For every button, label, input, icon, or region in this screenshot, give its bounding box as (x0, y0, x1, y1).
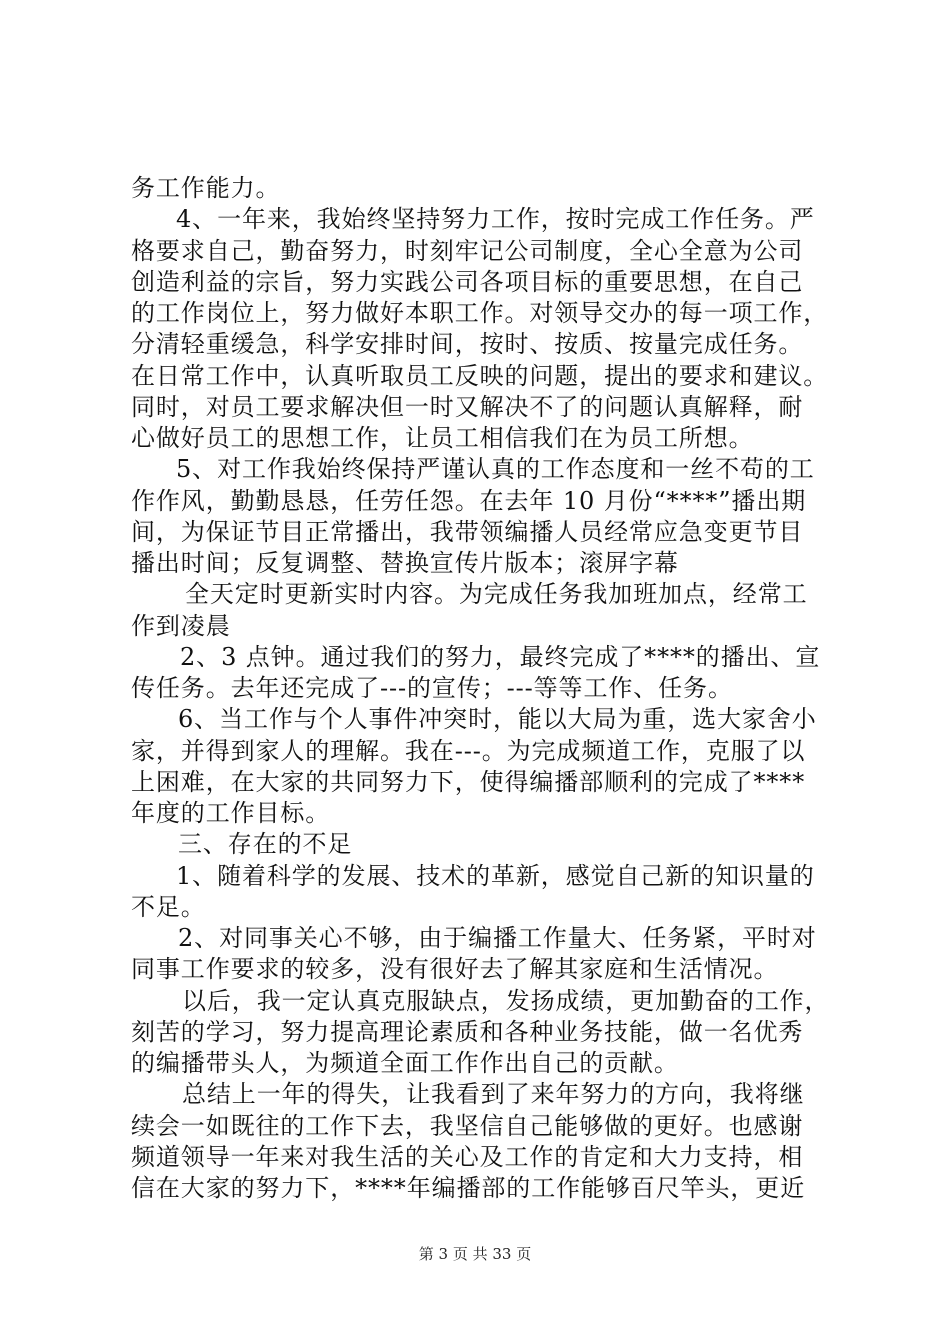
text-line: 2、3 点钟。通过我们的努力，最终完成了****的播出、宣 (180, 643, 821, 671)
text-line: 作作风，勤勤恳恳，任劳任怨。在去年 10 月份“****”播出期 (131, 487, 807, 515)
text-line: 务工作能力。 (131, 174, 281, 202)
text-line: 以后，我一定认真克服缺点，发扬成绩，更加勤奋的工作， (182, 987, 830, 1015)
text-line: 的编播带头人，为频道全面工作作出自己的贡献。 (131, 1049, 679, 1077)
text-line: 上困难，在大家的共同努力下，使得编播部顺利的完成了**** (131, 768, 806, 796)
text-line: 年度的工作目标。 (131, 799, 331, 827)
text-line: 的工作岗位上，努力做好本职工作。对领导交办的每一项工作， (131, 299, 829, 327)
text-line: 频道领导一年来对我生活的关心及工作的肯定和大力支持，相 (131, 1143, 804, 1171)
text-line: 在日常工作中，认真听取员工反映的问题，提出的要求和建议。 (131, 362, 829, 390)
text-line: 总结上一年的得失，让我看到了来年努力的方向，我将继 (182, 1080, 805, 1108)
text-line: 心做好员工的思想工作，让员工相信我们在为员工所想。 (131, 424, 754, 452)
text-line: 信在大家的努力下，****年编播部的工作能够百尺竿头，更近 (131, 1174, 806, 1202)
text-line: 创造利益的宗旨，努力实践公司各项目标的重要思想，在自己 (131, 268, 804, 296)
text-line: 分清轻重缓急，科学安排时间，按时、按质、按量完成任务。 (131, 330, 804, 358)
text-line: 1、随着科学的发展、技术的革新，感觉自己新的知识量的 (176, 862, 815, 890)
text-line: 6、当工作与个人事件冲突时，能以大局为重，选大家舍小 (178, 705, 817, 733)
text-line: 家，并得到家人的理解。我在---。为完成频道工作，克服了以 (131, 737, 806, 765)
text-line: 2、对同事关心不够，由于编播工作量大、任务紧，平时对 (178, 924, 817, 952)
text-line: 刻苦的学习，努力提高理论素质和各种业务技能，做一名优秀 (131, 1018, 804, 1046)
text-line: 作到凌晨 (131, 612, 231, 640)
text-line: 续会一如既往的工作下去，我坚信自己能够做的更好。也感谢 (131, 1112, 804, 1140)
text-line: 同事工作要求的较多，没有很好去了解其家庭和生活情况。 (131, 955, 779, 983)
page-number: 第 3 页 共 33 页 (418, 1245, 532, 1263)
text-line: 全天定时更新实时内容。为完成任务我加班加点，经常工 (185, 580, 808, 608)
text-line: 播出时间；反复调整、替换宣传片版本；滚屏字幕 (131, 549, 679, 577)
section-heading: 三、存在的不足 (178, 830, 353, 858)
text-line: 5、对工作我始终保持严谨认真的工作态度和一丝不苟的工 (176, 455, 815, 483)
text-line: 传任务。去年还完成了---的宣传；---等等工作、任务。 (131, 674, 733, 702)
text-line: 同时，对员工要求解决但一时又解决不了的问题认真解释，耐 (131, 393, 804, 421)
text-line: 格要求自己，勤奋努力，时刻牢记公司制度，全心全意为公司 (131, 237, 804, 265)
text-line: 4、一年来，我始终坚持努力工作，按时完成工作任务。严 (176, 205, 815, 233)
text-line: 不足。 (131, 893, 206, 921)
text-line: 间，为保证节目正常播出，我带领编播人员经常应急变更节目 (131, 518, 804, 546)
